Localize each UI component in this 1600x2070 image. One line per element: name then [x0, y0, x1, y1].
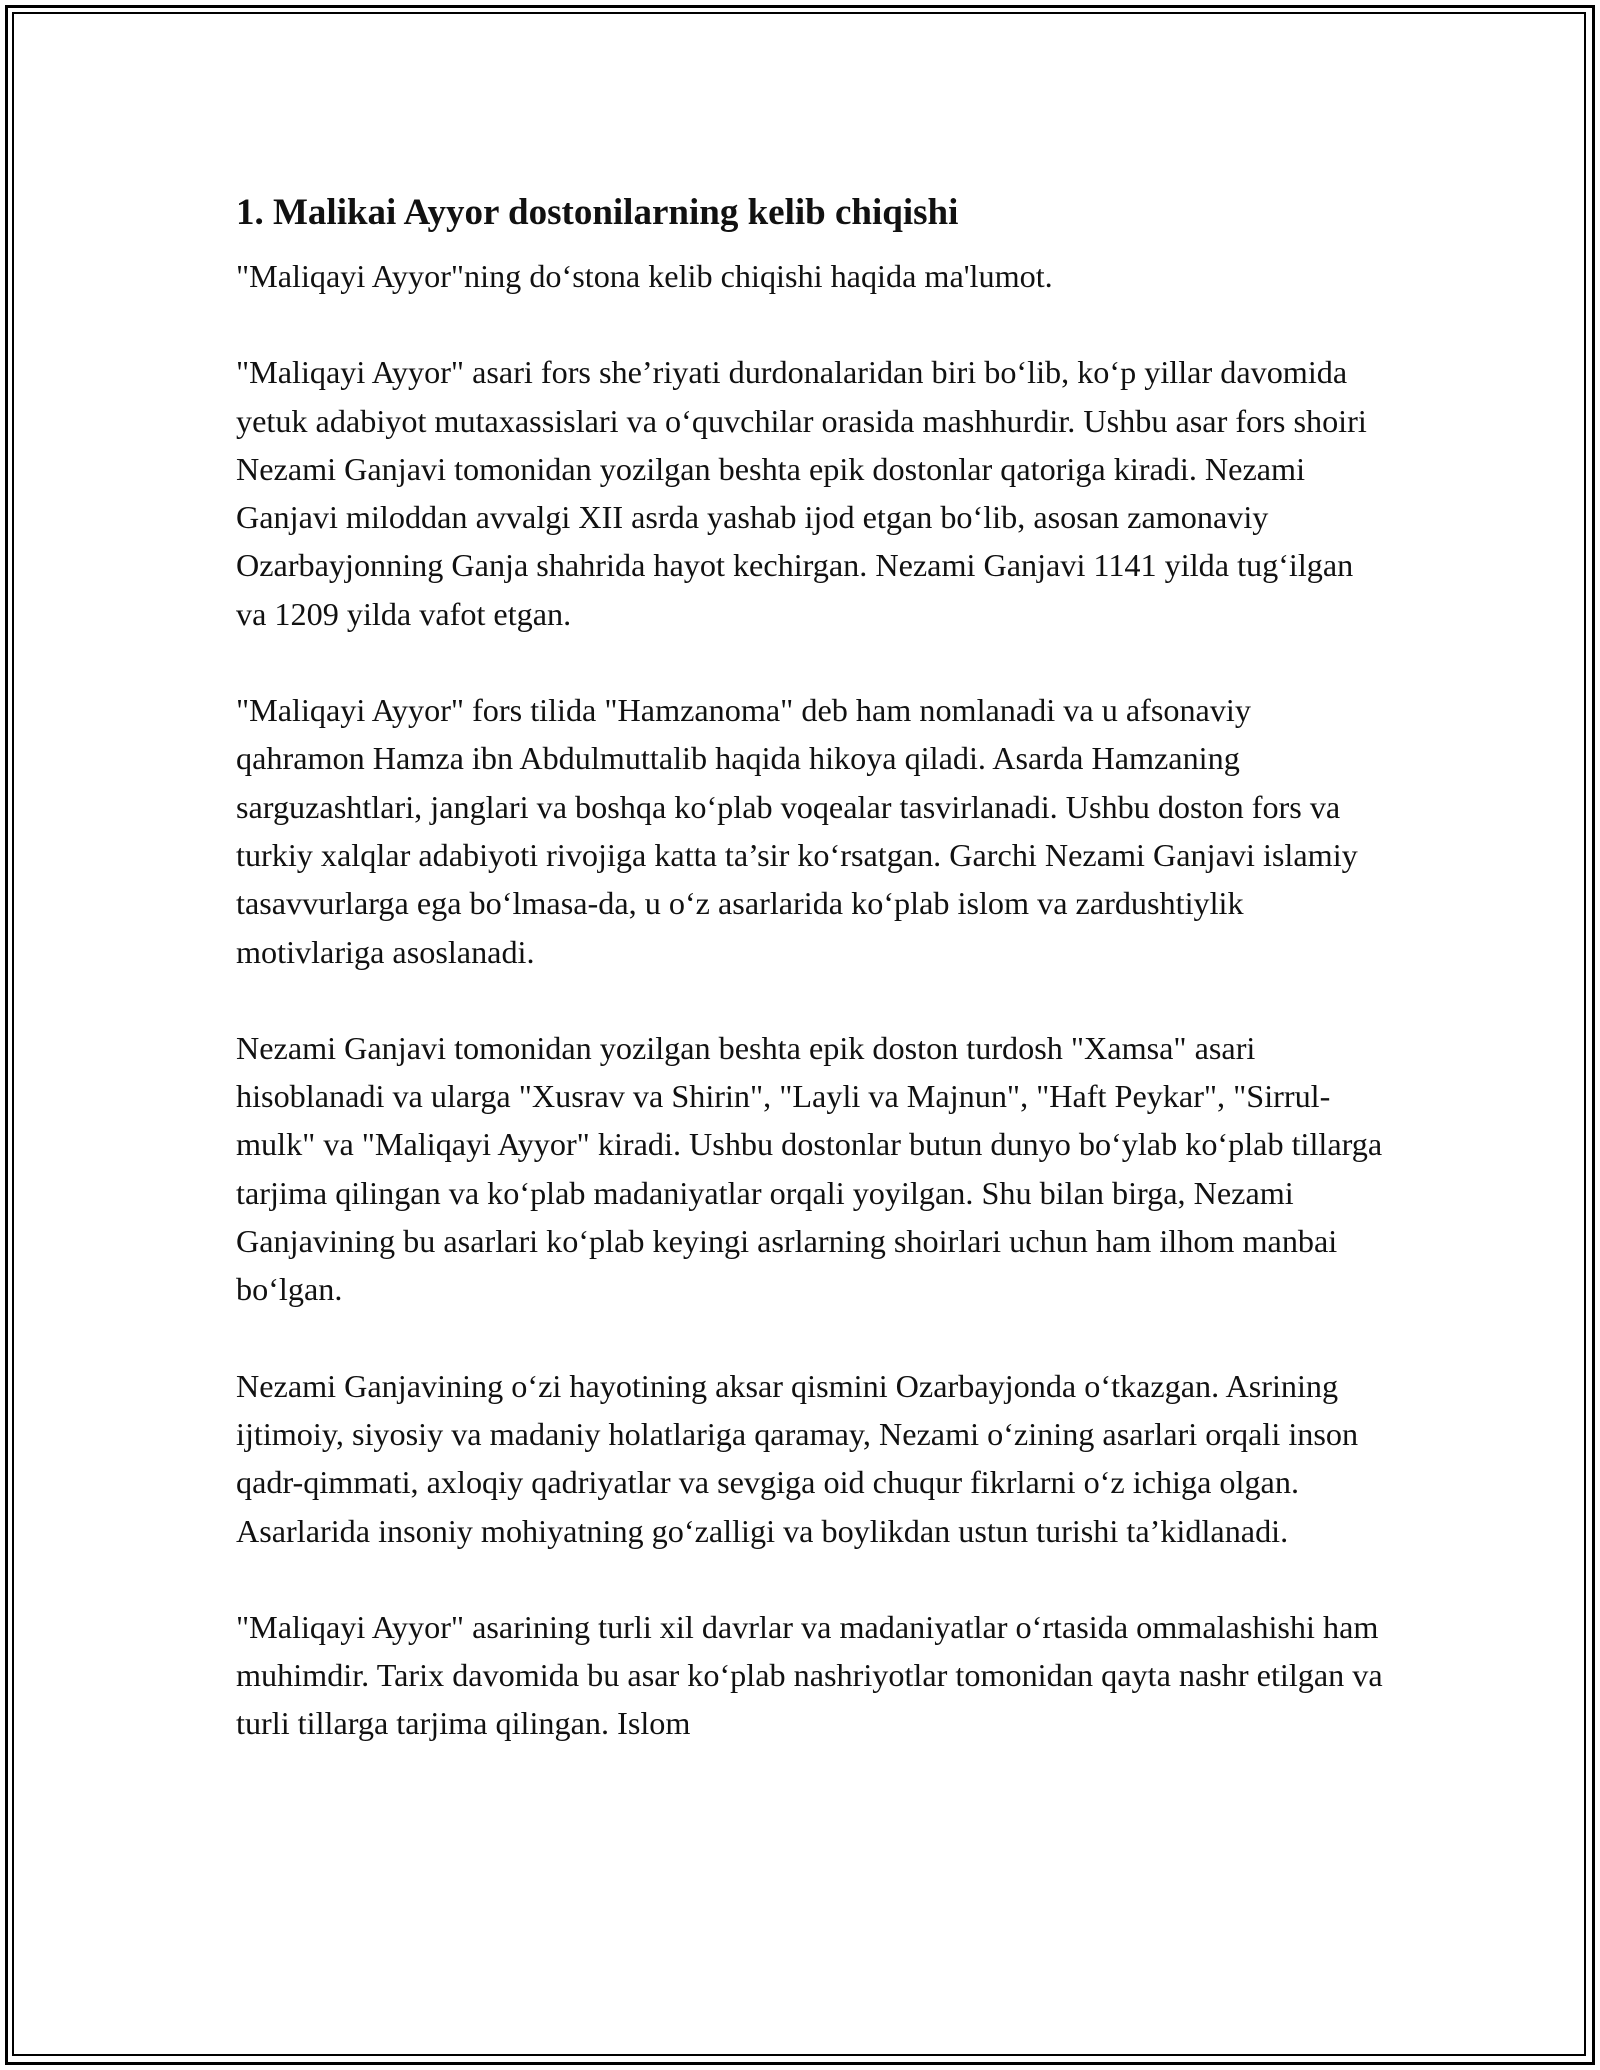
- document-body: [236, 186, 1386, 1796]
- paragraph-hamzanoma: "Maliqayi Ayyor" fors tilida "Hamzanoma" deb ham nomlanadi va u afsonaviy qahramon Hamza ibn Abdulmuttalib haqida hikoya qiladi. Asarda Hamzaning sarguzashtlari, janglari va boshqa ko‘plab voqealar tasvirlanadi. Ushbu doston fors va turkiy xalqlar adabiyoti rivojiga katta ta’sir ko‘rsatgan. Garchi Nezami Ganjavi islamiy tasavvurlarga ega bo‘lmasa-da, u o‘z asarlarida ko‘plab islom va zardushtiylik motivlariga asoslanadi.: [236, 692, 1358, 970]
- paragraph-popularity: "Maliqayi Ayyor" asarining turli xil davrlar va madaniyatlar o‘rtasida ommalashishi ham muhimdir. Tarix davomida bu asar ko‘plab nashriyotlar tomonidan qayta nashr etilgan va turli tillarga tarjima qilingan. Islom: [236, 1608, 1383, 1742]
- paragraph-life: Nezami Ganjavining o‘zi hayotining aksar qismini Ozarbayjonda o‘tkazgan. Asrining ijtimoiy, siyosiy va madaniy holatlariga qaramay, Nezami o‘zining asarlari orqali inson qadr-qimmati, axloqiy qadriyatlar va sevgiga oid chuqur fikrlarni o‘z ichiga olgan. Asarlarida insoniy mohiyatning go‘zalligi va boylikdan ustun turishi ta’kidlanadi.: [236, 1367, 1359, 1549]
- paragraph-author: "Maliqayi Ayyor" asari fors she’riyati durdonalaridan biri bo‘lib, ko‘p yillar davomida yetuk adabiyot mutaxassislari va o‘quvchilar orasida mashhurdir. Ushbu asar fors shoiri Nezami Ganjavi tomonidan yozilgan beshta epik dostonlar qatoriga kiradi. Nezami Ganjavi miloddan avvalgi XII asrda yashab ijod etgan bo‘lib, asosan zamonaviy Ozarbayjonning Ganja shahrida hayot kechirgan. Nezami Ganjavi 1141 yilda tug‘ilgan va 1209 yilda vafot etgan.: [236, 354, 1367, 632]
- paragraph-intro: "Maliqayi Ayyor"ning do‘stona kelib chiqishi haqida ma'lumot.: [236, 258, 1053, 294]
- page-title: 1. Malikai Ayyor dostonilarning kelib chiqishi: [236, 192, 959, 233]
- paragraph-xamsa: Nezami Ganjavi tomonidan yozilgan beshta epik doston turdosh "Xamsa" asari hisoblanadi va ularga "Xusrav va Shirin", "Layli va Majnun", "Haft Peykar", "Sirrul-mulk" va "Maliqayi Ayyor" kiradi. Ushbu dostonlar butun dunyo bo‘ylab ko‘plab tillarga tarjima qilingan va ko‘plab madaniyatlar orqali yoyilgan. Shu bilan birga, Nezami Ganjavining bu asarlari ko‘plab keyingi asrlarning shoirlari uchun ham ilhom manbai bo‘lgan.: [236, 1029, 1383, 1308]
